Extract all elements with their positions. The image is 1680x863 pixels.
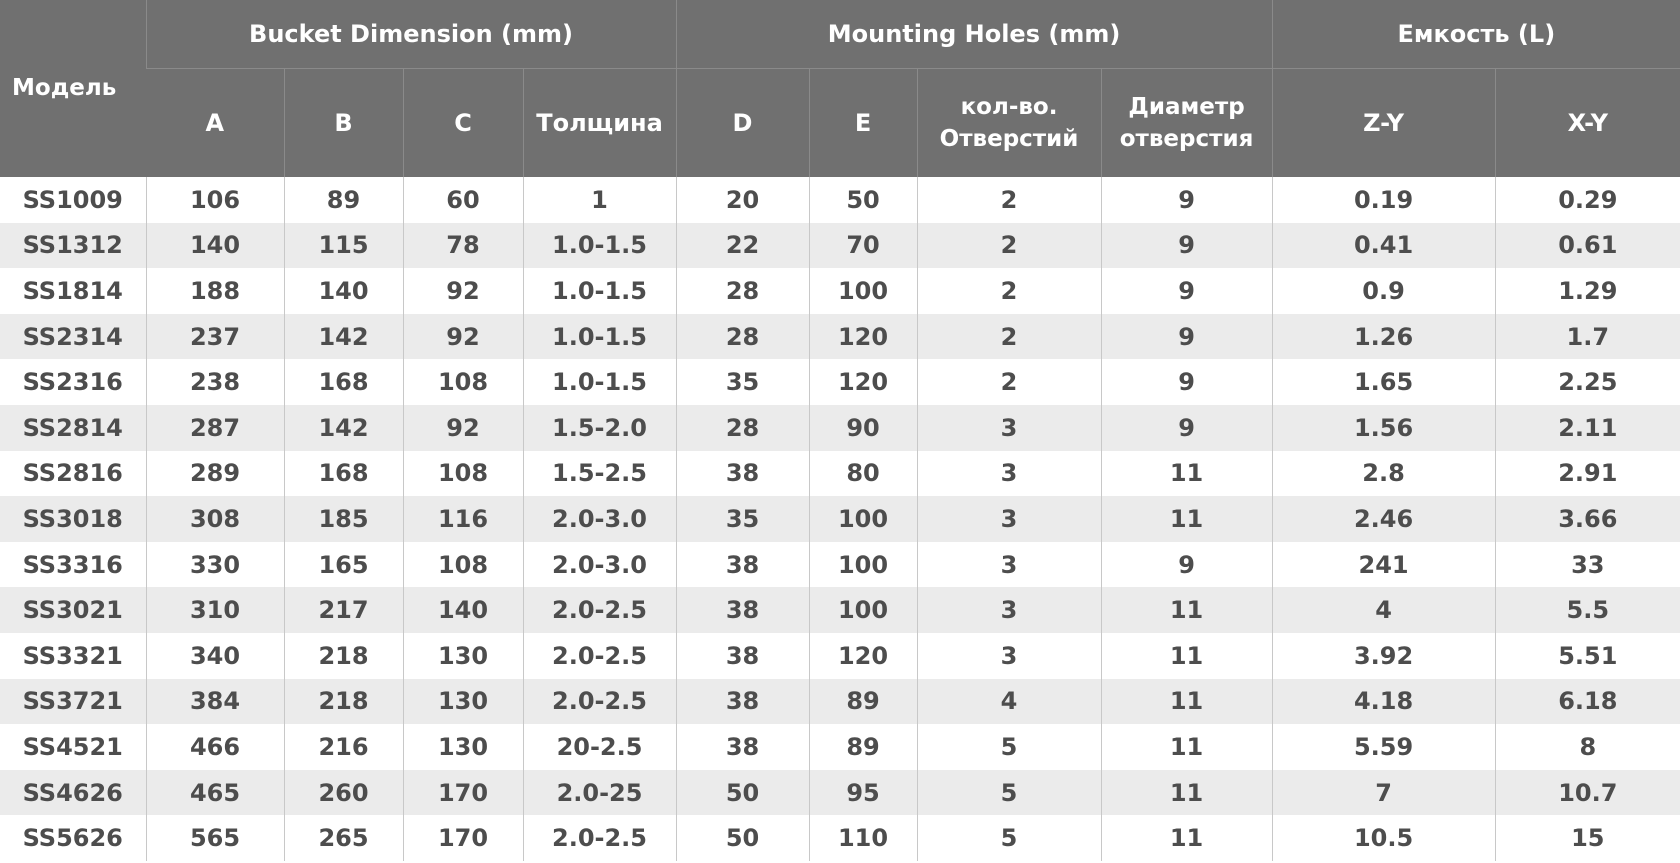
cell-a: 140 bbox=[146, 223, 284, 269]
cell-thickness: 20-2.5 bbox=[523, 724, 676, 770]
cell-a: 308 bbox=[146, 496, 284, 542]
cell-a: 188 bbox=[146, 268, 284, 314]
cell-z-y: 1.26 bbox=[1272, 314, 1495, 360]
header-group-bucket-dimension: Bucket Dimension (mm) bbox=[146, 0, 676, 69]
cell-a: 466 bbox=[146, 724, 284, 770]
cell-hole-diameter: 9 bbox=[1101, 177, 1272, 223]
cell-x-y: 0.61 bbox=[1495, 223, 1680, 269]
table-row bbox=[0, 223, 1680, 269]
cell-b: 165 bbox=[284, 542, 403, 588]
cell-c: 130 bbox=[403, 679, 523, 725]
cell-e: 89 bbox=[809, 679, 917, 725]
cell-b: 115 bbox=[284, 223, 403, 269]
cell-e: 50 bbox=[809, 177, 917, 223]
cell-b: 89 bbox=[284, 177, 403, 223]
cell-x-y: 2.25 bbox=[1495, 359, 1680, 405]
cell-c: 60 bbox=[403, 177, 523, 223]
cell-thickness: 1.0-1.5 bbox=[523, 359, 676, 405]
cell-e: 100 bbox=[809, 542, 917, 588]
header-group-mounting-holes: Mounting Holes (mm) bbox=[676, 0, 1272, 69]
cell-hole-diameter: 11 bbox=[1101, 633, 1272, 679]
cell-x-y: 2.91 bbox=[1495, 451, 1680, 497]
cell-d: 38 bbox=[676, 542, 809, 588]
cell-model: SS3021 bbox=[0, 587, 146, 633]
cell-c: 108 bbox=[403, 359, 523, 405]
cell-thickness: 1.0-1.5 bbox=[523, 314, 676, 360]
cell-b: 218 bbox=[284, 679, 403, 725]
cell-thickness: 2.0-2.5 bbox=[523, 679, 676, 725]
cell-a: 384 bbox=[146, 679, 284, 725]
cell-model: SS1312 bbox=[0, 223, 146, 269]
cell-hole-diameter: 9 bbox=[1101, 405, 1272, 451]
cell-x-y: 5.5 bbox=[1495, 587, 1680, 633]
table-row bbox=[0, 268, 1680, 314]
cell-hole-count: 2 bbox=[917, 314, 1101, 360]
cell-thickness: 1 bbox=[523, 177, 676, 223]
cell-d: 28 bbox=[676, 314, 809, 360]
header-col-x-y: X-Y bbox=[1495, 69, 1680, 178]
cell-model: SS3321 bbox=[0, 633, 146, 679]
cell-hole-diameter: 11 bbox=[1101, 679, 1272, 725]
cell-hole-count: 3 bbox=[917, 405, 1101, 451]
cell-a: 310 bbox=[146, 587, 284, 633]
cell-thickness: 2.0-25 bbox=[523, 770, 676, 816]
cell-c: 78 bbox=[403, 223, 523, 269]
cell-z-y: 2.46 bbox=[1272, 496, 1495, 542]
cell-z-y: 2.8 bbox=[1272, 451, 1495, 497]
cell-thickness: 2.0-2.5 bbox=[523, 633, 676, 679]
cell-model: SS2816 bbox=[0, 451, 146, 497]
cell-model: SS4626 bbox=[0, 770, 146, 816]
header-hole-diameter-line2: отверстия bbox=[1119, 126, 1254, 152]
cell-z-y: 7 bbox=[1272, 770, 1495, 816]
cell-e: 70 bbox=[809, 223, 917, 269]
cell-b: 265 bbox=[284, 815, 403, 861]
cell-hole-count: 5 bbox=[917, 770, 1101, 816]
header-hole-diameter-line1: Диаметр bbox=[1128, 94, 1245, 120]
cell-model: SS2814 bbox=[0, 405, 146, 451]
cell-c: 108 bbox=[403, 451, 523, 497]
cell-hole-count: 2 bbox=[917, 268, 1101, 314]
table-row bbox=[0, 177, 1680, 223]
cell-hole-diameter: 9 bbox=[1101, 268, 1272, 314]
cell-b: 217 bbox=[284, 587, 403, 633]
cell-model: SS2316 bbox=[0, 359, 146, 405]
cell-c: 92 bbox=[403, 268, 523, 314]
cell-a: 465 bbox=[146, 770, 284, 816]
cell-x-y: 1.29 bbox=[1495, 268, 1680, 314]
header-col-e: E bbox=[809, 69, 917, 178]
header-col-hole-diameter bbox=[1101, 69, 1272, 178]
cell-z-y: 0.41 bbox=[1272, 223, 1495, 269]
cell-b: 216 bbox=[284, 724, 403, 770]
cell-model: SS1009 bbox=[0, 177, 146, 223]
cell-d: 20 bbox=[676, 177, 809, 223]
cell-hole-diameter: 11 bbox=[1101, 496, 1272, 542]
cell-e: 100 bbox=[809, 587, 917, 633]
cell-z-y: 0.9 bbox=[1272, 268, 1495, 314]
cell-thickness: 2.0-3.0 bbox=[523, 496, 676, 542]
table-row bbox=[0, 587, 1680, 633]
cell-c: 92 bbox=[403, 314, 523, 360]
cell-d: 35 bbox=[676, 496, 809, 542]
cell-c: 92 bbox=[403, 405, 523, 451]
cell-z-y: 241 bbox=[1272, 542, 1495, 588]
cell-z-y: 10.5 bbox=[1272, 815, 1495, 861]
cell-hole-count: 4 bbox=[917, 679, 1101, 725]
cell-z-y: 5.59 bbox=[1272, 724, 1495, 770]
cell-hole-count: 3 bbox=[917, 451, 1101, 497]
cell-x-y: 8 bbox=[1495, 724, 1680, 770]
cell-e: 95 bbox=[809, 770, 917, 816]
cell-model: SS5626 bbox=[0, 815, 146, 861]
table-row bbox=[0, 724, 1680, 770]
cell-e: 89 bbox=[809, 724, 917, 770]
table-row bbox=[0, 451, 1680, 497]
cell-d: 50 bbox=[676, 770, 809, 816]
header-col-thickness: Толщина bbox=[523, 69, 676, 178]
cell-a: 237 bbox=[146, 314, 284, 360]
cell-model: SS1814 bbox=[0, 268, 146, 314]
cell-e: 100 bbox=[809, 496, 917, 542]
cell-hole-count: 3 bbox=[917, 542, 1101, 588]
header-col-z-y: Z-Y bbox=[1272, 69, 1495, 178]
cell-e: 90 bbox=[809, 405, 917, 451]
cell-x-y: 2.11 bbox=[1495, 405, 1680, 451]
header-hole-count-line2: Отверстий bbox=[939, 126, 1079, 152]
cell-d: 38 bbox=[676, 679, 809, 725]
cell-a: 106 bbox=[146, 177, 284, 223]
cell-e: 120 bbox=[809, 633, 917, 679]
header-model: Модель bbox=[0, 0, 146, 177]
header-col-d: D bbox=[676, 69, 809, 178]
cell-thickness: 1.0-1.5 bbox=[523, 268, 676, 314]
cell-z-y: 0.19 bbox=[1272, 177, 1495, 223]
header-col-b: B bbox=[284, 69, 403, 178]
cell-c: 170 bbox=[403, 815, 523, 861]
cell-hole-diameter: 9 bbox=[1101, 314, 1272, 360]
cell-x-y: 15 bbox=[1495, 815, 1680, 861]
cell-thickness: 1.0-1.5 bbox=[523, 223, 676, 269]
cell-c: 130 bbox=[403, 724, 523, 770]
cell-z-y: 4.18 bbox=[1272, 679, 1495, 725]
cell-b: 142 bbox=[284, 314, 403, 360]
cell-thickness: 2.0-2.5 bbox=[523, 815, 676, 861]
cell-c: 130 bbox=[403, 633, 523, 679]
cell-a: 565 bbox=[146, 815, 284, 861]
cell-e: 120 bbox=[809, 359, 917, 405]
header-col-hole-count bbox=[917, 69, 1101, 178]
cell-hole-count: 5 bbox=[917, 815, 1101, 861]
cell-hole-count: 2 bbox=[917, 359, 1101, 405]
cell-c: 108 bbox=[403, 542, 523, 588]
cell-hole-diameter: 9 bbox=[1101, 223, 1272, 269]
cell-hole-count: 2 bbox=[917, 177, 1101, 223]
table-row bbox=[0, 815, 1680, 861]
cell-d: 38 bbox=[676, 587, 809, 633]
header-hole-count-line1: кол-во. bbox=[960, 94, 1058, 120]
cell-a: 340 bbox=[146, 633, 284, 679]
table-header bbox=[0, 0, 1680, 177]
cell-hole-count: 2 bbox=[917, 223, 1101, 269]
cell-hole-diameter: 11 bbox=[1101, 587, 1272, 633]
cell-z-y: 3.92 bbox=[1272, 633, 1495, 679]
cell-b: 260 bbox=[284, 770, 403, 816]
cell-a: 289 bbox=[146, 451, 284, 497]
cell-thickness: 2.0-3.0 bbox=[523, 542, 676, 588]
cell-x-y: 1.7 bbox=[1495, 314, 1680, 360]
cell-x-y: 6.18 bbox=[1495, 679, 1680, 725]
table-row bbox=[0, 542, 1680, 588]
cell-x-y: 33 bbox=[1495, 542, 1680, 588]
cell-b: 185 bbox=[284, 496, 403, 542]
cell-c: 116 bbox=[403, 496, 523, 542]
cell-hole-diameter: 9 bbox=[1101, 542, 1272, 588]
cell-d: 38 bbox=[676, 451, 809, 497]
cell-d: 38 bbox=[676, 633, 809, 679]
cell-model: SS3316 bbox=[0, 542, 146, 588]
cell-b: 140 bbox=[284, 268, 403, 314]
cell-hole-count: 3 bbox=[917, 496, 1101, 542]
cell-model: SS3018 bbox=[0, 496, 146, 542]
cell-b: 142 bbox=[284, 405, 403, 451]
table-row bbox=[0, 496, 1680, 542]
header-group-capacity: Емкость (L) bbox=[1272, 0, 1680, 69]
cell-x-y: 5.51 bbox=[1495, 633, 1680, 679]
cell-d: 35 bbox=[676, 359, 809, 405]
cell-b: 168 bbox=[284, 451, 403, 497]
cell-c: 140 bbox=[403, 587, 523, 633]
cell-model: SS3721 bbox=[0, 679, 146, 725]
cell-c: 170 bbox=[403, 770, 523, 816]
cell-hole-count: 5 bbox=[917, 724, 1101, 770]
table-row bbox=[0, 359, 1680, 405]
cell-a: 287 bbox=[146, 405, 284, 451]
cell-z-y: 4 bbox=[1272, 587, 1495, 633]
cell-model: SS2314 bbox=[0, 314, 146, 360]
cell-hole-count: 3 bbox=[917, 633, 1101, 679]
cell-hole-diameter: 11 bbox=[1101, 451, 1272, 497]
cell-x-y: 0.29 bbox=[1495, 177, 1680, 223]
cell-b: 168 bbox=[284, 359, 403, 405]
cell-hole-diameter: 9 bbox=[1101, 359, 1272, 405]
cell-d: 50 bbox=[676, 815, 809, 861]
cell-e: 100 bbox=[809, 268, 917, 314]
cell-e: 120 bbox=[809, 314, 917, 360]
cell-hole-count: 3 bbox=[917, 587, 1101, 633]
cell-e: 80 bbox=[809, 451, 917, 497]
table-row bbox=[0, 770, 1680, 816]
cell-b: 218 bbox=[284, 633, 403, 679]
cell-thickness: 1.5-2.0 bbox=[523, 405, 676, 451]
cell-z-y: 1.56 bbox=[1272, 405, 1495, 451]
cell-e: 110 bbox=[809, 815, 917, 861]
table-row bbox=[0, 633, 1680, 679]
cell-d: 28 bbox=[676, 405, 809, 451]
cell-d: 38 bbox=[676, 724, 809, 770]
cell-thickness: 2.0-2.5 bbox=[523, 587, 676, 633]
table-body bbox=[0, 177, 1680, 861]
cell-model: SS4521 bbox=[0, 724, 146, 770]
cell-d: 28 bbox=[676, 268, 809, 314]
header-col-c: C bbox=[403, 69, 523, 178]
cell-thickness: 1.5-2.5 bbox=[523, 451, 676, 497]
table-row bbox=[0, 405, 1680, 451]
cell-hole-diameter: 11 bbox=[1101, 815, 1272, 861]
table-row bbox=[0, 314, 1680, 360]
cell-x-y: 10.7 bbox=[1495, 770, 1680, 816]
cell-a: 330 bbox=[146, 542, 284, 588]
cell-a: 238 bbox=[146, 359, 284, 405]
cell-hole-diameter: 11 bbox=[1101, 770, 1272, 816]
header-col-a: A bbox=[146, 69, 284, 178]
cell-x-y: 3.66 bbox=[1495, 496, 1680, 542]
cell-d: 22 bbox=[676, 223, 809, 269]
cell-z-y: 1.65 bbox=[1272, 359, 1495, 405]
cell-hole-diameter: 11 bbox=[1101, 724, 1272, 770]
table-row bbox=[0, 679, 1680, 725]
